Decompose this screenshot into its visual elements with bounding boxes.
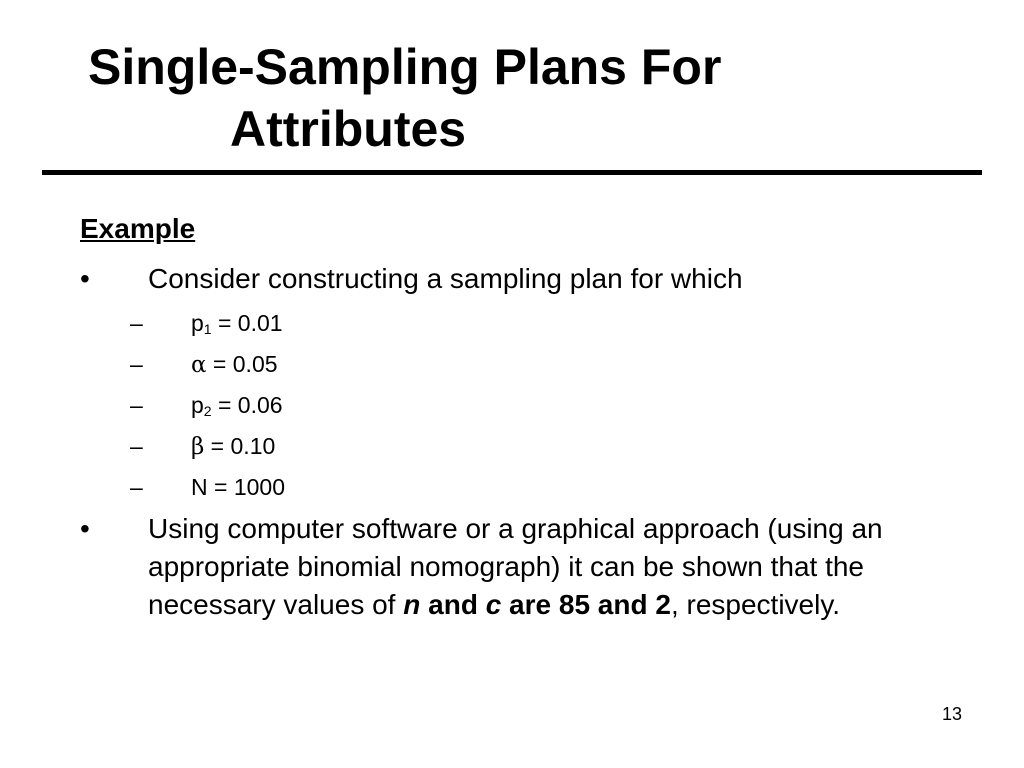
sub-item-value: = 0.06: [211, 392, 283, 418]
dash-mark: –: [130, 392, 143, 418]
bullet-text: Consider constructing a sampling plan for which: [148, 263, 743, 294]
sub-item-value: = 0.01: [211, 310, 283, 336]
bullet2-values: are 85 and 2: [501, 589, 671, 620]
bullet-mark: •: [80, 263, 90, 294]
section-heading: Example: [80, 213, 196, 244]
slide-title-line2: Attributes: [230, 101, 467, 157]
var-n: n: [403, 589, 421, 620]
sub-item-value: = 0.10: [204, 433, 276, 459]
dash-mark: –: [130, 310, 143, 336]
dash-mark: –: [130, 474, 143, 500]
sub-item-symbol: p: [191, 310, 204, 336]
bullet-mark: •: [80, 513, 90, 544]
page-number: 13: [942, 704, 963, 724]
sub-item-value: = 1000: [207, 474, 286, 500]
bullet2-and: and: [420, 589, 486, 620]
bullet-paragraph: [148, 510, 948, 624]
beta-symbol: β: [191, 434, 205, 460]
var-c: c: [485, 589, 502, 620]
bullet2-end: , respectively.: [670, 589, 841, 620]
dash-mark: –: [130, 351, 143, 377]
sub-item-subscript: 2: [203, 403, 212, 419]
dash-mark: –: [130, 433, 143, 459]
sub-item-subscript: 1: [203, 321, 212, 337]
sub-item-symbol: p: [191, 392, 204, 418]
alpha-symbol: α: [191, 352, 207, 378]
slide-title: [88, 36, 721, 160]
slide-title-line1: Single-Sampling Plans For: [88, 39, 722, 95]
sub-item-value: = 0.05: [206, 351, 278, 377]
bullet2-text: Using computer software or a graphical approach (using an appropriate binomial nomograph) it can be shown that the necessary values of: [148, 513, 883, 620]
sub-item-symbol: N: [191, 474, 208, 500]
title-divider: [42, 170, 982, 175]
